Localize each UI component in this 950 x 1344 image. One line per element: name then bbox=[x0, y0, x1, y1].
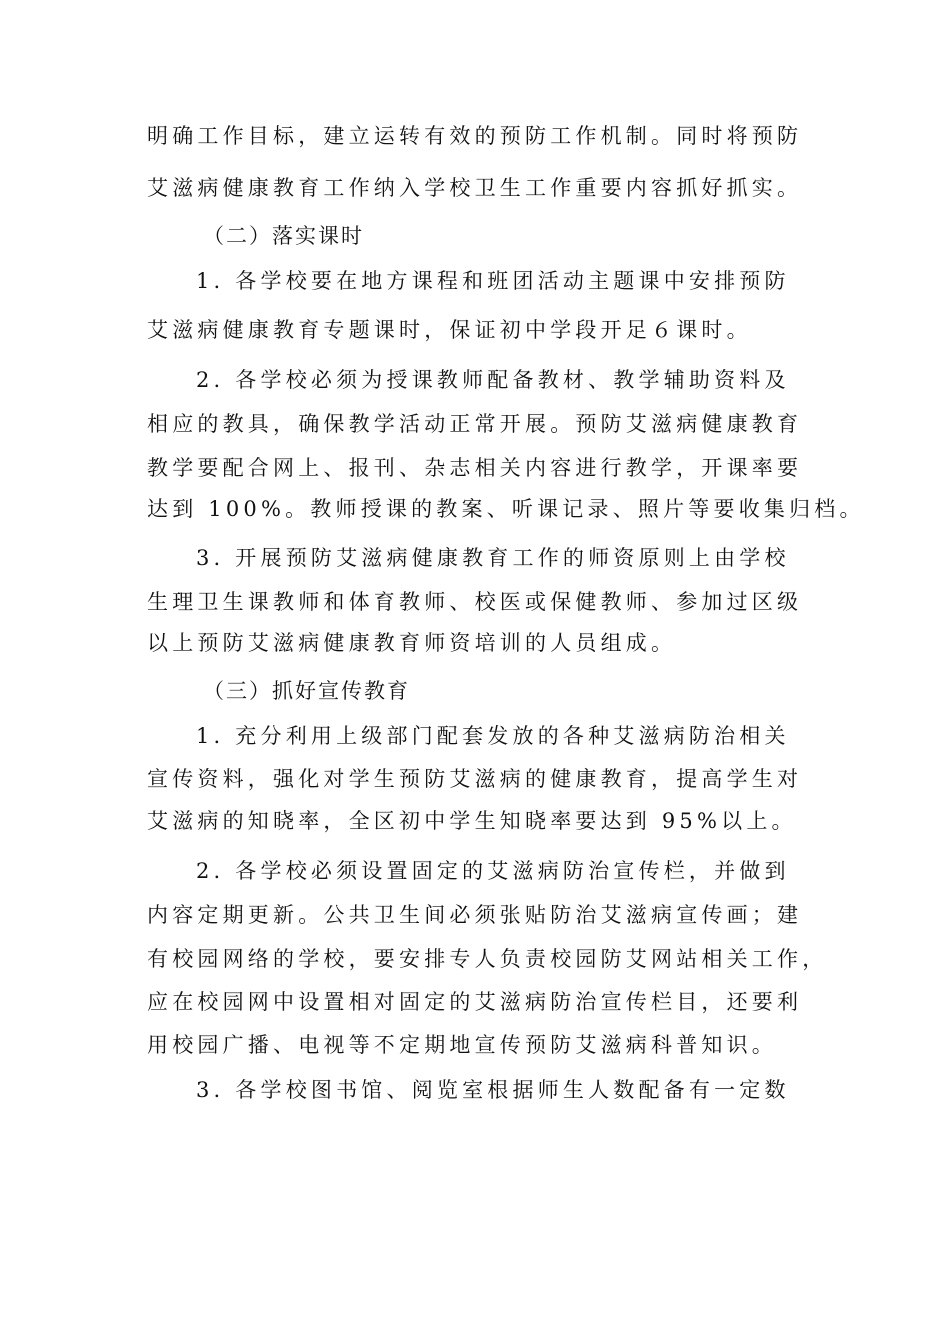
body-line: 宣传资料，强化对学生预防艾滋病的健康教育，提高学生对 bbox=[147, 767, 803, 791]
body-line: 达到 100%。教师授课的教案、听课记录、照片等要收集归档。 bbox=[147, 497, 865, 521]
list-item-line: 3. 各学校图书馆、阅览室根据师生人数配备有一定数 bbox=[196, 1078, 790, 1102]
body-line: 艾滋病的知晓率，全区初中学生知晓率要达到 95%以上。 bbox=[147, 809, 797, 833]
body-line: 生理卫生课教师和体育教师、校医或保健教师、参加过区级 bbox=[147, 590, 803, 614]
list-item-line: 1. 充分利用上级部门配套发放的各种艾滋病防治相关 bbox=[196, 724, 790, 748]
body-line: 内容定期更新。公共卫生间必须张贴防治艾滋病宣传画；建 bbox=[147, 903, 803, 927]
body-line: 应在校园网中设置相对固定的艾滋病防治宣传栏目，还要利 bbox=[147, 990, 803, 1014]
list-item-line: 2. 各学校必须为授课教师配备教材、教学辅助资料及 bbox=[196, 368, 790, 392]
body-line: 艾滋病健康教育专题课时，保证初中学段开足６课时。 bbox=[147, 318, 752, 342]
list-item-line: 2. 各学校必须设置固定的艾滋病防治宣传栏，并做到 bbox=[196, 859, 790, 883]
list-item-line: 3. 开展预防艾滋病健康教育工作的师资原则上由学校 bbox=[196, 546, 790, 570]
list-item-line: 1. 各学校要在地方课程和班团活动主题课中安排预防 bbox=[196, 269, 790, 293]
body-line: 以上预防艾滋病健康教育师资培训的人员组成。 bbox=[147, 631, 677, 655]
body-line: 用校园广播、电视等不定期地宣传预防艾滋病科普知识。 bbox=[147, 1033, 777, 1057]
body-line: 艾滋病健康教育工作纳入学校卫生工作重要内容抓好抓实。 bbox=[147, 176, 803, 200]
section-heading: （三）抓好宣传教育 bbox=[203, 679, 410, 703]
body-line: 教学要配合网上、报刊、杂志相关内容进行教学，开课率要 bbox=[147, 456, 803, 480]
body-line: 有校园网络的学校，要安排专人负责校园防艾网站相关工作， bbox=[147, 947, 828, 971]
section-heading: （二）落实课时 bbox=[203, 224, 364, 248]
body-line: 相应的教具，确保教学活动正常开展。预防艾滋病健康教育 bbox=[147, 412, 803, 436]
body-line: 明确工作目标，建立运转有效的预防工作机制。同时将预防 bbox=[147, 124, 803, 148]
